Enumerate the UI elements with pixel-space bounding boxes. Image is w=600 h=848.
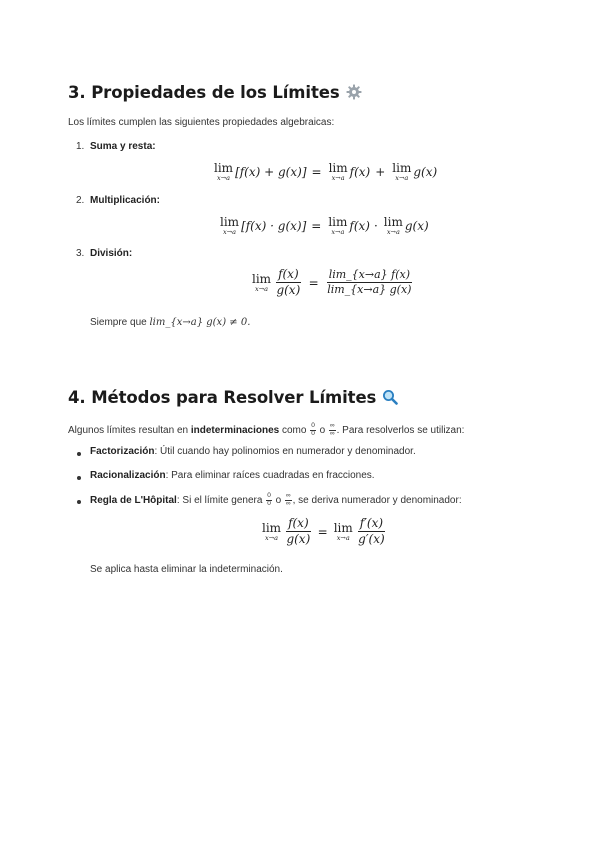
frac-den: ∞ xyxy=(329,429,335,437)
intro-text: Algunos límites resultan en xyxy=(68,424,189,436)
formula-eq: = xyxy=(308,275,319,290)
fraction-numerator: lim_{x→a} f(x) xyxy=(327,269,412,283)
lim-text: lim xyxy=(220,215,240,229)
lim-sub: x→a xyxy=(386,228,400,236)
intro-text: o xyxy=(319,424,326,436)
list-item xyxy=(90,470,375,481)
frac-den: 0 xyxy=(267,499,271,507)
zero-over-zero xyxy=(266,493,272,507)
lim-sub: x→a xyxy=(265,533,279,542)
fraction-denominator: lim_{x→a} g(x) xyxy=(327,283,412,297)
inf-over-inf xyxy=(329,423,336,437)
formula-term: f(x) xyxy=(349,164,371,179)
formula-eq: = xyxy=(311,218,322,233)
lim-sub: x→a xyxy=(395,174,409,182)
section-3-heading xyxy=(68,83,362,104)
lim-operator xyxy=(329,162,348,182)
fraction xyxy=(327,269,412,296)
lim-text: lim xyxy=(328,161,348,175)
lim-text: lim xyxy=(252,271,272,286)
formula-eq: = xyxy=(317,524,328,539)
fraction-denominator: g′(x) xyxy=(358,532,385,547)
bullet-text: : Para eliminar raíces cuadradas en fracciones. xyxy=(165,470,375,481)
division-condition xyxy=(90,317,250,328)
lim-text: lim xyxy=(392,161,412,175)
list-item-label: Suma y resta: xyxy=(90,141,156,152)
lim-text: lim xyxy=(333,520,353,535)
frac-num: ∞ xyxy=(329,422,335,429)
intro-bold: indeterminaciones xyxy=(190,424,280,436)
list-number: 3. xyxy=(76,248,85,259)
bullet-dot xyxy=(77,476,81,480)
formula-op: · xyxy=(373,218,378,233)
bullet-text: o xyxy=(275,494,282,506)
list-item-label: División: xyxy=(90,248,133,259)
condition-math: lim_{x→a} g(x) ≠ 0. xyxy=(149,317,251,328)
list-number: 2. xyxy=(76,195,85,206)
lim-sub: x→a xyxy=(331,174,345,182)
lim-operator xyxy=(220,216,239,236)
intro-text: como xyxy=(282,424,307,436)
gear-icon xyxy=(346,84,362,104)
lim-operator xyxy=(262,522,281,542)
lim-operator xyxy=(252,273,271,293)
lim-operator xyxy=(384,216,403,236)
frac-den: 0 xyxy=(311,429,315,437)
bullet-dot xyxy=(77,500,81,504)
lim-text: lim xyxy=(214,161,234,175)
bullet-label: Factorización xyxy=(90,446,155,457)
inf-over-inf xyxy=(285,493,292,507)
formula-term: f(x) xyxy=(349,218,370,233)
closing-text: Se aplica hasta eliminar la indeterminación. xyxy=(90,564,283,575)
formula-term: [f(x) + g(x)] xyxy=(235,164,307,179)
lim-text: lim xyxy=(383,215,403,229)
lim-operator xyxy=(214,162,233,182)
lim-sub: x→a xyxy=(223,228,237,236)
bullet-text: : Si el límite genera xyxy=(176,494,263,506)
fraction-numerator: f(x) xyxy=(286,517,311,532)
section-4-heading xyxy=(68,388,398,409)
bullet-dot xyxy=(77,452,81,456)
list-item-label: Multiplicación: xyxy=(90,195,160,206)
lim-operator xyxy=(392,162,411,182)
formula-term: g(x) xyxy=(413,164,438,179)
bullet-label: Regla de L'Hôpital xyxy=(90,494,177,506)
section-4-intro xyxy=(68,423,464,437)
formula-op: + xyxy=(375,164,386,179)
list-item xyxy=(90,493,462,507)
formula-term: g(x) xyxy=(404,218,429,233)
formula-product xyxy=(218,216,429,236)
section-3-title: 3. Propiedades de los Límites xyxy=(68,83,340,102)
intro-text: . Para resolverlos se utilizan: xyxy=(336,424,465,436)
bullet-text: , se deriva numerador y denominador: xyxy=(292,494,462,506)
lim-sub: x→a xyxy=(255,284,269,293)
condition-text: Siempre que xyxy=(90,317,147,328)
bullet-label: Racionalización xyxy=(90,470,166,481)
list-item xyxy=(90,446,416,457)
frac-num: ∞ xyxy=(285,492,291,499)
formula-term: [f(x) · g(x)] xyxy=(241,218,307,233)
magnifier-icon xyxy=(382,389,398,409)
section-4-title: 4. Métodos para Resolver Límites xyxy=(68,388,377,407)
fraction xyxy=(276,268,301,297)
bullet-text: : Útil cuando hay polinomios en numerador y denominador. xyxy=(154,446,416,457)
lim-text: lim xyxy=(262,520,282,535)
fraction xyxy=(358,517,385,546)
formula-eq: = xyxy=(311,164,322,179)
frac-den: ∞ xyxy=(285,499,291,507)
section-3-intro: Los límites cumplen las siguientes propiedades algebraicas: xyxy=(68,117,335,128)
fraction xyxy=(286,517,311,546)
fraction-numerator: f′(x) xyxy=(358,517,385,532)
fraction-numerator: f(x) xyxy=(276,268,301,283)
formula-sum xyxy=(212,162,437,182)
lim-operator xyxy=(334,522,353,542)
fraction-denominator: g(x) xyxy=(276,283,301,298)
zero-over-zero xyxy=(310,423,316,437)
frac-num: 0 xyxy=(311,422,315,429)
fraction-denominator: g(x) xyxy=(286,532,311,547)
formula-division xyxy=(250,268,415,297)
formula-lhopital xyxy=(260,517,388,546)
frac-num: 0 xyxy=(267,492,271,499)
lim-operator xyxy=(328,216,347,236)
lim-sub: x→a xyxy=(336,533,350,542)
lim-sub: x→a xyxy=(217,174,231,182)
lim-sub: x→a xyxy=(331,228,345,236)
lim-text: lim xyxy=(328,215,348,229)
list-number: 1. xyxy=(76,141,85,152)
